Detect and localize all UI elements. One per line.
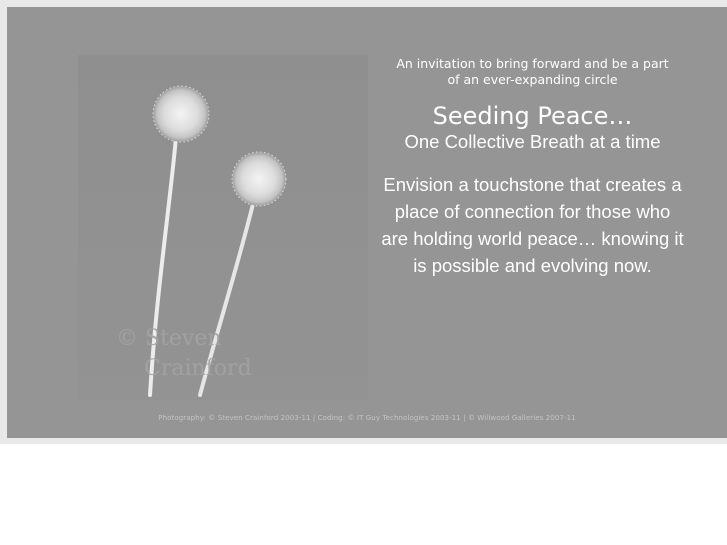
photo-watermark-line2: Crainford — [144, 356, 252, 381]
intro-paragraph: Envision a touchstone that creates a place of connection for those who are holding world peace… knowing it is possible and evolving now. — [381, 174, 684, 276]
photo-watermark-line1: © Steven — [116, 326, 222, 351]
seed-head-left — [153, 86, 209, 142]
invitation-line-2: of an ever-expanding circle — [447, 72, 618, 87]
dandelion-photo — [78, 55, 368, 400]
footer-credits: Photography: © Steven Crainford 2003-11 | Coding: © IT Guy Technologies 2003-11 | © Willwood Galleries 2007-11 — [158, 414, 576, 422]
invitation-text — [375, 56, 690, 88]
invitation-line-1: An invitation to bring forward and be a part — [396, 56, 669, 71]
page-subtitle: One Collective Breath at a time — [404, 131, 661, 152]
page-title: Seeding Peace… — [432, 102, 633, 130]
hero-text — [375, 55, 690, 279]
